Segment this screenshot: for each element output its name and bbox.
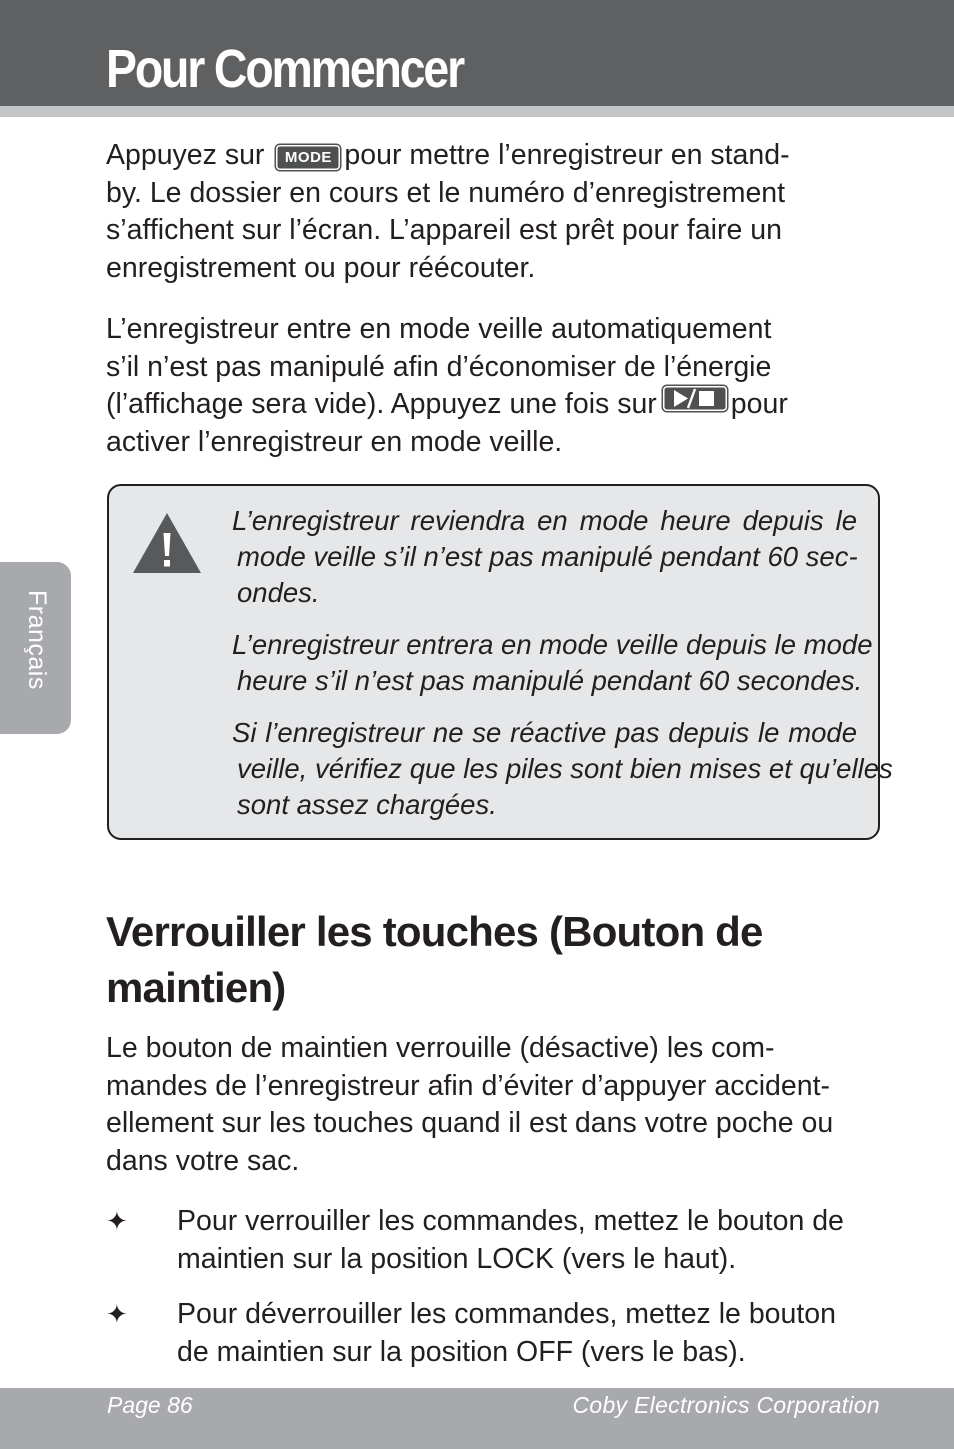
- bullet-star-icon: ✦: [106, 1299, 128, 1329]
- text-fragment: Appuyez sur: [106, 139, 265, 171]
- bullet-text: [177, 1296, 887, 1371]
- text-line: enregistrement ou pour réécouter.: [106, 251, 536, 284]
- text-line: dans votre sac.: [106, 1144, 300, 1177]
- text-line: by. Le dossier en cours et le numéro d’enregistrement: [106, 176, 786, 209]
- note-paragraph-2: [232, 627, 873, 699]
- bullet-text: [177, 1203, 887, 1278]
- company-name: Coby Electronics Corporation: [572, 1392, 880, 1418]
- section-heading: [106, 904, 866, 1016]
- bullet-star-icon: ✦: [106, 1206, 128, 1236]
- note-line: heure s’il n’est pas manipulé pendant 60 secondes.: [237, 665, 863, 696]
- note-paragraph-1: [232, 503, 857, 611]
- heading-line: maintien): [106, 964, 286, 1011]
- text-line: [106, 137, 851, 175]
- text-line: [106, 386, 851, 424]
- intro-paragraph-1: [106, 137, 851, 287]
- language-tab: [0, 562, 71, 734]
- note-line: sont assez chargées.: [237, 789, 497, 820]
- text-line: ellement sur les touches quand il est dans votre poche ou: [106, 1107, 834, 1140]
- note-line: ondes.: [237, 577, 320, 608]
- note-line: L’enregistreur reviendra en mode heure depuis le: [232, 505, 857, 536]
- language-tab-label: Français: [23, 590, 51, 690]
- text-line: Le bouton de maintien verrouille (désactive) les com-: [106, 1032, 775, 1064]
- note-box: [107, 484, 893, 840]
- note-paragraph-3: [232, 715, 893, 823]
- section-paragraph: [106, 1030, 886, 1180]
- note-line: Si l’enregistreur ne se réactive pas depuis le mode: [232, 717, 857, 748]
- warning-icon: [131, 511, 203, 575]
- text-line: s’affichent sur l’écran. L’appareil est prêt pour faire un: [106, 214, 782, 247]
- page-number: Page 86: [107, 1392, 193, 1418]
- text-line: L’enregistreur entre en mode veille automatiquement: [106, 313, 772, 345]
- text-line: mandes de l’enregistreur afin d’éviter d’appuyer accident-: [106, 1069, 830, 1102]
- text-line: de maintien sur la position OFF (vers le bas).: [177, 1335, 746, 1368]
- page-title: Pour Commencer: [106, 39, 464, 99]
- intro-paragraph-2: [106, 311, 851, 461]
- heading-line: Verrouiller les touches (Bouton de: [106, 908, 763, 955]
- text-line: Pour verrouiller les commandes, mettez le bouton de: [177, 1205, 844, 1237]
- note-line: veille, vérifiez que les piles sont bien mises et qu’elles: [237, 753, 893, 784]
- text-line: s’il n’est pas manipulé afin d’économiser de l’énergie: [106, 350, 772, 383]
- note-line: L’enregistreur entrera en mode veille depuis le mode: [232, 629, 873, 660]
- header-rule: [0, 106, 954, 117]
- text-fragment: (l’affichage sera vide). Appuyez une fois sur: [106, 388, 657, 421]
- text-line: Pour déverrouiller les commandes, mettez le bouton: [177, 1298, 836, 1330]
- text-fragment: pour: [730, 388, 788, 421]
- text-line: maintien sur la position LOCK (vers le haut).: [177, 1242, 737, 1275]
- note-line: mode veille s’il n’est pas manipulé pendant 60 sec-: [237, 541, 858, 572]
- mode-button-icon: MODE: [276, 145, 340, 170]
- text-fragment: pour mettre l’enregistreur en stand-: [344, 139, 790, 171]
- play-stop-icon: [663, 386, 727, 411]
- text-line: activer l’enregistreur en mode veille.: [106, 425, 563, 458]
